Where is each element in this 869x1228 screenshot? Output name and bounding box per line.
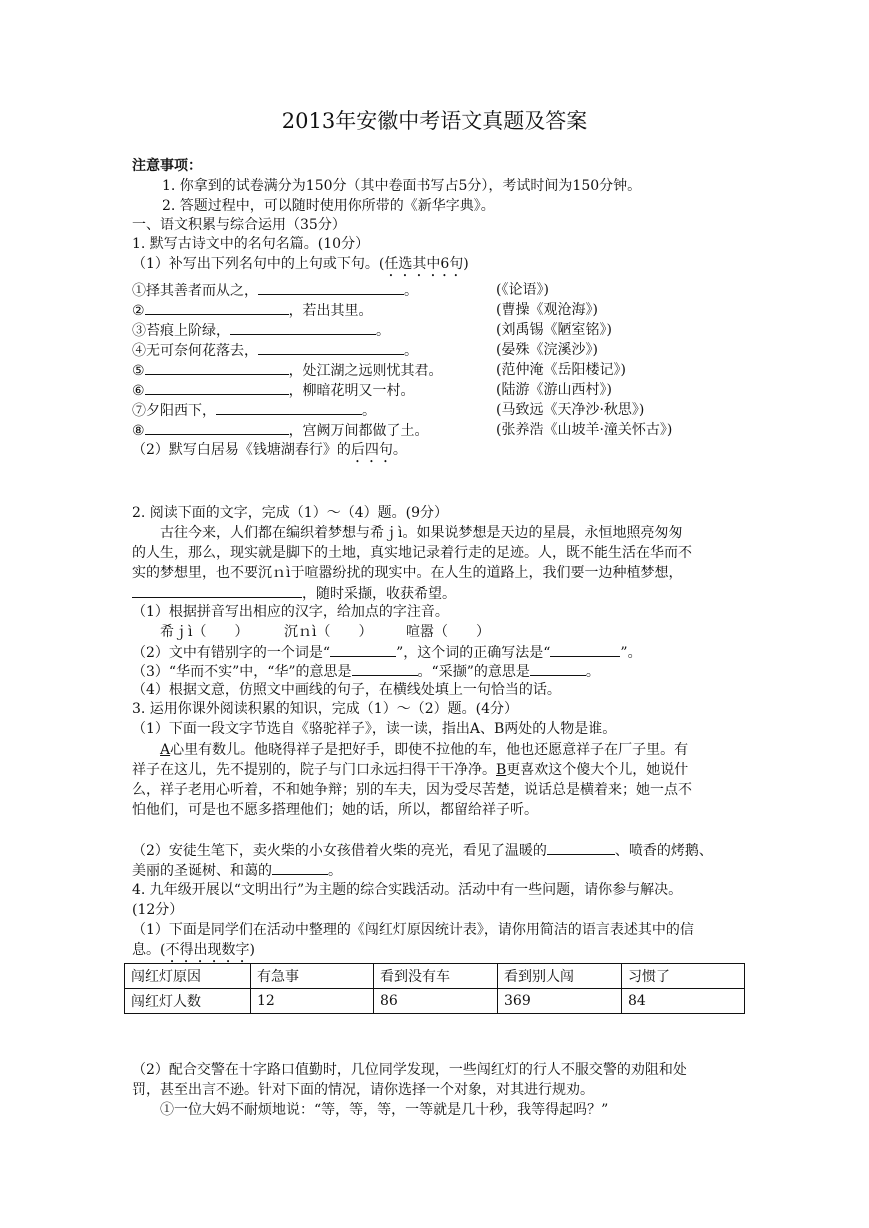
- notice-item-1: 1. 你拿到的试卷满分为150分（其中卷面书写占5分），考试时间为150分钟。: [162, 178, 642, 194]
- q2-heading: 2. 阅读下面的文字，完成（1）～（4）题。(9分）: [132, 505, 448, 521]
- q3-passage-line-2: 祥子在这儿，先不提别的，院子与门口永远扫得干干净净。B更喜欢这个傻大个儿，她说什: [132, 762, 689, 778]
- answer-blank[interactable]: [145, 300, 289, 315]
- q1-source-6: (陆游《游山西村》): [496, 382, 612, 398]
- q3-sub2: （2）安徒生笔下，卖火柴的小女孩借着火柴的亮光，看见了温暖的 、喷香的烤鹅、: [132, 840, 713, 861]
- answer-blank[interactable]: [550, 642, 620, 657]
- notice-item-2: 2. 答题过程中，可以随时使用你所带的《新华字典》。: [162, 198, 495, 214]
- answer-blank[interactable]: [145, 420, 289, 435]
- q2-passage-line-1: 古往今来，人们都在编织着梦想与希ｊì。如果说梦想是天边的星晨，永恒地照亮匆匆: [160, 525, 683, 541]
- q3-sub1: （1）下面一段文字节选自《骆驼祥子》，读一读，指出A、B两处的人物是谁。: [132, 721, 617, 737]
- answer-blank[interactable]: [230, 320, 376, 335]
- q1-source-4: (晏殊《浣溪沙》): [496, 342, 598, 358]
- table-header-cell: 看到没有车: [374, 964, 498, 989]
- q2-passage-line-3: 实的梦想里，也不要沉ｎì于喧嚣纷扰的现实中。在人生的道路上，我们要一边种植梦想，: [132, 565, 683, 581]
- q3-heading: 3. 运用你课外阅读积累的知识，完成（1）～（2）题。(4分）: [132, 701, 518, 717]
- table-cell: 闯红灯人数: [125, 989, 251, 1014]
- table-cell: 369: [498, 989, 622, 1014]
- q1-line-8: ⑧ ，宫阙万间都做了土。: [132, 420, 429, 441]
- answer-blank[interactable]: [258, 280, 404, 295]
- notice-heading: 注意事项：: [132, 158, 202, 174]
- q1-source-3: (刘禹锡《陋室铭》): [496, 322, 612, 338]
- q1-sub1: （1）补写出下列名句中的上句或下句。(任选其中6句): [132, 256, 469, 272]
- table-header-cell: 有急事: [251, 964, 374, 989]
- q1-source-7: (马致远《天净沙·秋思》): [496, 402, 645, 418]
- emphasis-text: 任选其中6句: [384, 256, 464, 272]
- answer-blank[interactable]: [530, 661, 586, 676]
- q2-sub4: （4）根据文意，仿照文中画线的句子，在横线处填上一句恰当的话。: [132, 682, 561, 698]
- q2-sub1-item-3: 喧嚣（ ）: [406, 624, 490, 640]
- q1-source-1: (《论语》): [496, 282, 549, 298]
- mark-b: B: [496, 762, 507, 778]
- q1-heading: 1. 默写古诗文中的名句名篇。(10分）: [132, 236, 370, 252]
- q1-source-5: (范仲淹《岳阳楼记》): [496, 362, 626, 378]
- q4-sub1-cont: 息。(不得出现数字): [132, 942, 255, 958]
- q4-score: (12分）: [132, 902, 184, 918]
- q1-line-2: ② ，若出其里。: [132, 300, 373, 321]
- answer-blank[interactable]: [547, 840, 615, 855]
- table-header-cell: 看到别人闯: [498, 964, 622, 989]
- emphasis-text: 后四句: [350, 442, 393, 458]
- q3-sub2-cont: 美丽的圣诞树、和蔼的 。: [132, 860, 342, 881]
- q4-sub2-item-1: ①一位大妈不耐烦地说：“等，等，等，一等就是几十秒，我等得起吗？”: [160, 1102, 609, 1118]
- q3-passage-line-1: A心里有数儿。他晓得祥子是把好手，即使不拉他的车，他也还愿意祥子在厂子里。有: [160, 742, 689, 758]
- q4-sub1: （1）下面是同学们在活动中整理的《闯红灯原因统计表》，请你用简洁的语言表述其中的信: [132, 922, 694, 938]
- red-light-stats-table: [124, 963, 745, 1014]
- q4-heading: 4. 九年级开展以“文明出行”为主题的综合实践活动。活动中有一些问题，请你参与解决。: [132, 882, 683, 898]
- answer-blank[interactable]: [352, 661, 418, 676]
- q1-sub2: （2）默写白居易《钱塘湖春行》的后四句。: [132, 442, 407, 458]
- answer-blank[interactable]: [145, 380, 289, 395]
- q2-passage-line-2: 的人生，那么，现实就是脚下的土地，真实地记录着行走的足迹。人，既不能生活在华而不: [132, 545, 692, 561]
- q2-sub2: （2）文中有错别字的一个词是“ ”，这个词的正确写法是“ ”。: [132, 642, 642, 663]
- page-title: 2013年安徽中考语文真题及答案: [281, 109, 588, 133]
- q2-sub1-item-2: 沉ｎì（ ）: [284, 624, 373, 640]
- emphasis-text: 不得出现数字: [165, 942, 250, 958]
- q4-sub2-line-2: 罚，甚至出言不逊。针对下面的情况，请你选择一个对象，对其进行规劝。: [132, 1082, 594, 1098]
- answer-blank[interactable]: [145, 360, 289, 375]
- q2-sub3: （3）“华而不实”中，“华”的意思是 。“采撷”的意思是 。: [132, 661, 600, 682]
- section-1-heading: 一、语文积累与综合运用（35分）: [132, 217, 346, 233]
- q1-source-8: (张养浩《山坡羊·潼关怀古》): [496, 422, 673, 438]
- table-row: [125, 989, 745, 1014]
- mark-a: A: [160, 742, 171, 758]
- q4-sub2-line-1: （2）配合交警在十字路口值勤时，几位同学发现，一些闯红灯的行人不服交警的劝阻和处: [132, 1062, 687, 1078]
- q2-sub1-item-1: 希ｊì（ ）: [160, 624, 249, 640]
- table-header-cell: 闯红灯原因: [125, 964, 251, 989]
- table-cell: 84: [622, 989, 745, 1014]
- table-header-cell: 习惯了: [622, 964, 745, 989]
- q2-sub1: （1）根据拼音写出相应的汉字，给加点的字注音。: [132, 604, 449, 620]
- q1-line-5: ⑤ ，处江湖之远则忧其君。: [132, 360, 443, 381]
- q1-line-3: ③苔痕上阶绿， 。: [132, 320, 390, 341]
- q1-line-4: ④无可奈何花落去， 。: [132, 340, 418, 361]
- answer-blank[interactable]: [132, 583, 302, 598]
- q2-passage-line-4: ，随时采撷，收获希望。: [132, 583, 456, 604]
- q1-source-2: (曹操《观沧海》): [496, 302, 598, 318]
- answer-blank[interactable]: [258, 340, 404, 355]
- q3-passage-line-4: 怕他们，可是也不愿多搭理他们；她的话，所以，都留给祥子听。: [132, 802, 538, 818]
- q1-line-6: ⑥ ，柳暗花明又一村。: [132, 380, 415, 401]
- answer-blank[interactable]: [216, 400, 362, 415]
- answer-blank[interactable]: [330, 642, 396, 657]
- table-cell: 86: [374, 989, 498, 1014]
- q1-line-1: ①择其善者而从之， 。: [132, 280, 418, 301]
- q3-passage-line-3: 么，祥子老用心听着，不和她争辩；别的车夫，因为受尽苦楚，说话总是横着来；她一点不: [132, 782, 692, 798]
- table-cell: 12: [251, 989, 374, 1014]
- q1-line-7: ⑦夕阳西下， 。: [132, 400, 376, 421]
- table-header-row: [125, 964, 745, 989]
- answer-blank[interactable]: [272, 860, 328, 875]
